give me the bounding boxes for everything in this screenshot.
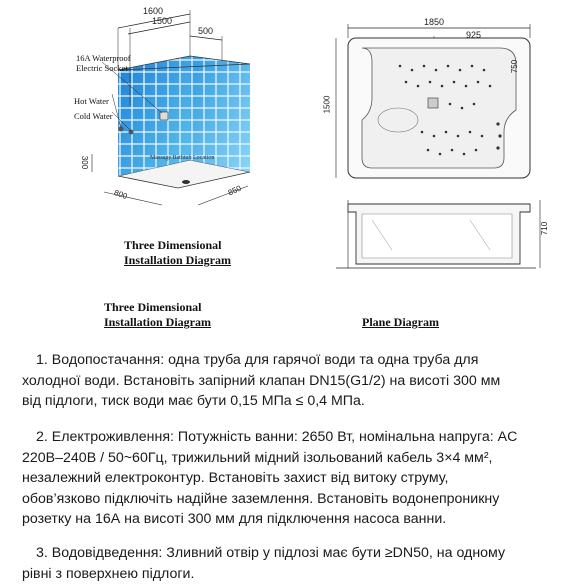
dim-710: 710: [540, 222, 549, 235]
left-caption: [104, 300, 211, 330]
text-line: 2. Електроживлення: Потужність ванни: 2650 Вт, номінальна напруга: AC: [22, 427, 562, 448]
text-line: холодної води. Встановіть запірний клапан DN15(G1/2) на висоті 300 мм: [22, 371, 562, 392]
text-line: від підлоги, тиск води має бути 0,15 МПа ≤ 0,4 МПа.: [22, 391, 562, 412]
bathtub-location-text: Massage Bathtub Location: [150, 155, 214, 161]
text-line: обов’язково підключіть надійне заземлення. Встановіть водонепроникну: [22, 489, 562, 510]
dim-1500: 1500: [322, 96, 331, 114]
dim-300: 300: [80, 156, 89, 169]
instruction-power-supply: [22, 427, 562, 530]
instruction-water-supply: [22, 350, 562, 412]
hot-water-label: Hot Water: [74, 96, 109, 106]
diagram-caption-top: [124, 238, 231, 268]
dim-1600: 1600: [143, 6, 163, 16]
dim-500: 500: [198, 26, 213, 36]
instruction-drainage: [22, 543, 562, 584]
cold-water-label: Cold Water: [74, 111, 113, 121]
socket-label: 16A Waterproof Electric Socket: [76, 53, 131, 73]
dim-850: 850: [227, 184, 243, 198]
caption-line2: Installation Diagram: [124, 253, 231, 268]
text-line: незалежний електроконтур. Встановіть захист від витоку струму,: [22, 468, 562, 489]
text-line: рівні з поверхнею підлоги.: [22, 564, 562, 584]
dim-800: 800: [113, 188, 129, 201]
left-caption-line1: Three Dimensional: [104, 300, 211, 315]
text-line: 220В–240В / 50~60Гц, трижильний мідний ізольований кабель 3×4 мм²,: [22, 448, 562, 469]
dim-750: 750: [510, 60, 519, 73]
text-line: розетку на 16А на висоті 300 мм для підключення насоса ванни.: [22, 509, 562, 530]
three-dimensional-diagram: [60, 0, 280, 215]
text-line: 1. Водопостачання: одна труба для гарячої води та одна труба для: [22, 350, 562, 371]
caption-line1: Three Dimensional: [124, 238, 231, 253]
dim-925: 925: [466, 30, 481, 40]
left-caption-line2: Installation Diagram: [104, 315, 211, 330]
plane-diagram: [320, 0, 550, 285]
dim-1850: 1850: [424, 17, 444, 27]
text-line: 3. Водовідведення: Зливний отвір у підлозі має бути ≥DN50, на одному: [22, 543, 562, 564]
plane-diagram-caption: Plane Diagram: [362, 315, 439, 330]
dim-1500: 1500: [152, 16, 172, 26]
